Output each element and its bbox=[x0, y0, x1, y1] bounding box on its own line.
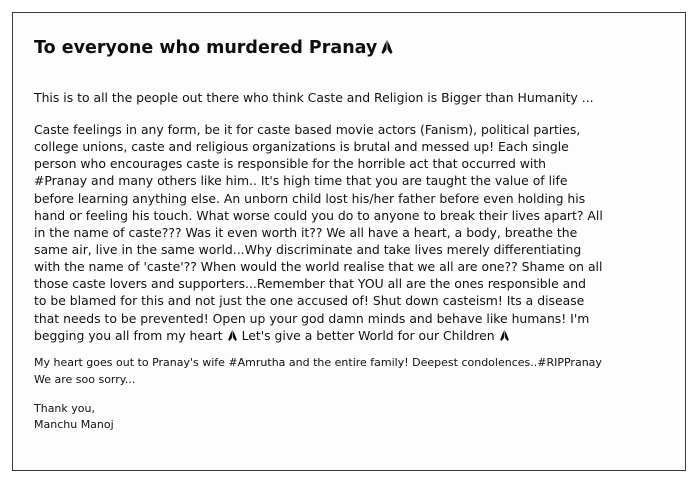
body-line: those caste lovers and supporters...Remember that YOU all are the ones responsible and bbox=[34, 276, 586, 292]
condolence-line: My heart goes out to Pranay's wife #Amrutha and the entire family! Deepest condolences..#RIPPranay bbox=[34, 356, 602, 369]
body-line: hand or feeling his touch. What worse could you do to anyone to break their lives apart? All bbox=[34, 207, 603, 223]
body-line: same air, live in the same world...Why discriminate and take lives merely differentiating bbox=[34, 241, 582, 257]
body-line: Caste feelings in any form, be it for caste based movie actors (Fanism), political parties, bbox=[34, 122, 581, 137]
body-last-after: Let's give a better World for our Children bbox=[241, 327, 495, 343]
body-line: college unions, caste and religious organizations is brutal and messed up! Each single bbox=[34, 139, 569, 155]
folded-hands-icon bbox=[499, 329, 510, 346]
body-line: #Pranay and many others like him.. It's high time that you are taught the value of life bbox=[34, 173, 568, 189]
body-line: with the name of 'caste'?? When would the world realise that we all are one?? Shame on all bbox=[34, 259, 603, 275]
letter-title bbox=[34, 38, 394, 60]
signoff-name: Manchu Manoj bbox=[34, 418, 114, 431]
body-line: that needs to be prevented! Open up your god damn minds and behave like humans! I'm bbox=[34, 310, 590, 326]
condolence-block bbox=[34, 354, 602, 388]
body-last-before: begging you all from my heart bbox=[34, 327, 223, 343]
folded-hands-icon bbox=[227, 329, 238, 346]
body-line-last bbox=[34, 327, 603, 344]
signoff-block bbox=[34, 401, 114, 433]
intro-line: This is to all the people out there who think Caste and Religion is Bigger than Humanity ... bbox=[34, 90, 594, 105]
body-line: in the name of caste??? Was it even worth it?? We all have a heart, a body, breathe the bbox=[34, 224, 578, 240]
folded-hands-icon bbox=[380, 39, 394, 60]
title-text: To everyone who murdered Pranay bbox=[34, 38, 378, 58]
body-line: person who encourages caste is responsible for the horrible act that occurred with bbox=[34, 156, 547, 172]
body-line: to be blamed for this and not just the one accused of! Shut down casteism! Its a disease bbox=[34, 293, 585, 309]
letter-body bbox=[34, 121, 603, 344]
condolence-line: We are soo sorry... bbox=[34, 373, 136, 386]
body-line: before learning anything else. An unborn child lost his/her father before even holding his bbox=[34, 190, 586, 206]
signoff-thanks: Thank you, bbox=[34, 402, 95, 415]
